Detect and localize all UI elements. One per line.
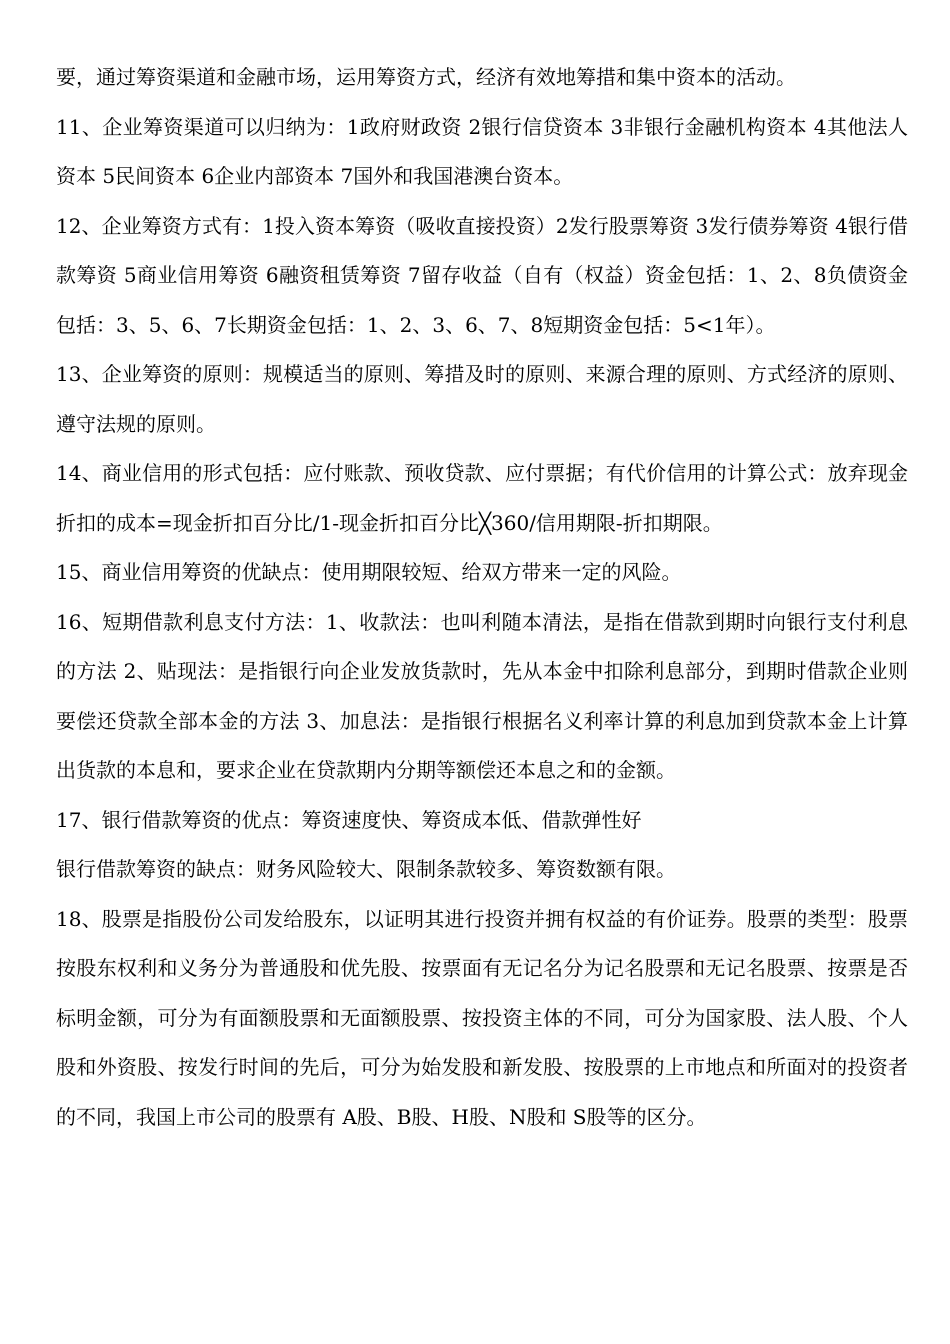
paragraph-11-financing-channels: 11、企业筹资渠道可以归纳为：1政府财政资 2银行信贷资本 3非银行金融机构资本 4其他法人资本 5民间资本 6企业内部资本 7国外和我国港澳台资本。 xyxy=(56,114,908,188)
paragraph-16-short-term-loan-interest: 16、短期借款利息支付方法：1、收款法：也叫利随本清法，是指在借款到期时向银行支付利息的方法 2、贴现法：是指银行向企业发放货款时，先从本金中扣除利息部分，到期时借款企业则要偿还贷款全部本金的方法 3、加息法：是指银行根据名义利率计算的利息加到贷款本金上计算出货款的本息和，要求企业在贷款期内分期等额偿还本息之和的金额。 xyxy=(56,609,908,782)
paragraph-15-commercial-credit-pros-cons: 15、商业信用筹资的优缺点：使用期限较短、给双方带来一定的风险。 xyxy=(56,560,682,584)
paragraph-17-bank-loan-advantages: 17、银行借款筹资的优点：筹资速度快、筹资成本低、借款弹性好 xyxy=(56,807,642,832)
paragraph-17-bank-loan-disadvantages: 银行借款筹资的缺点：财务风险较大、限制条款较多、筹资数额有限。 xyxy=(56,857,676,881)
paragraph-14-commercial-credit-forms: 14、商业信用的形式包括：应付账款、预收贷款、应付票据；有代价信用的计算公式：放弃现金折扣的成本=现金折扣百分比/1-现金折扣百分比╳360/信用期限-折扣期限。 xyxy=(56,461,908,535)
paragraph-12-financing-methods: 12、企业筹资方式有：1投入资本筹资（吸收直接投资）2发行股票筹资 3发行债券筹资 4银行借款筹资 5商业信用筹资 6融资租赁筹资 7留存收益（自有（权益）资金包括：1、2、8负债资金包括：3、5、6、7长期资金包括：1、2、3、6、7、8短期资金包括：5<1年）。 xyxy=(56,213,908,337)
paragraph-13-financing-principles: 13、企业筹资的原则：规模适当的原则、筹措及时的原则、来源合理的原则、方式经济的原则、遵守法规的原则。 xyxy=(56,362,908,436)
paragraph-18-stocks: 18、股票是指股份公司发给股东，以证明其进行投资并拥有权益的有价证券。股票的类型：股票按股东权利和义务分为普通股和优先股、按票面有无记名分为记名股票和无记名股票、按票是否标明金额，可分为有面额股票和无面额股票、按投资主体的不同，可分为国家股、法人股、个人股和外资股、按发行时间的先后，可分为始发股和新发股、按股票的上市地点和所面对的投资者的不同，我国上市公司的股票有 A股、B股、H股、N股和 S股等的区分。 xyxy=(56,906,908,1129)
document-page xyxy=(56,53,908,1142)
paragraph-intro-continuation: 要，通过筹资渠道和金融市场，运用筹资方式，经济有效地筹措和集中资本的活动。 xyxy=(56,65,796,89)
